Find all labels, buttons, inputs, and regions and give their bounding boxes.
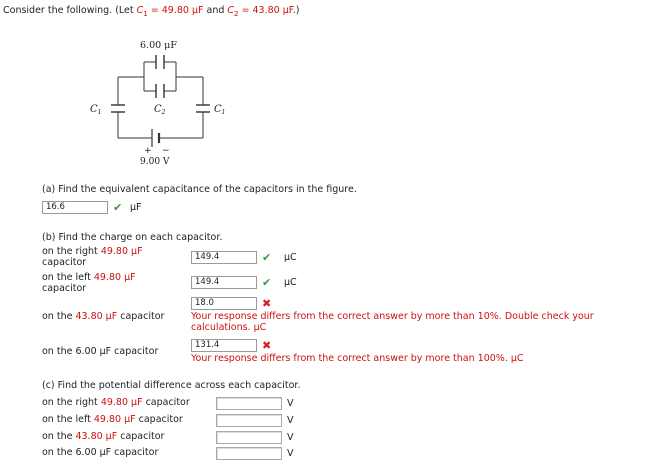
c1-symbol: $C_1$: [136, 5, 148, 18]
check-icon: ✔: [262, 276, 272, 289]
part-c-row-4-unit: V: [287, 448, 294, 459]
part-c-left-49-input[interactable]: [216, 414, 282, 427]
battery: [152, 129, 159, 147]
capacitor-c2: [156, 84, 164, 98]
part-b-right-49-input[interactable]: 149.4: [191, 251, 257, 264]
battery-minus: −: [162, 146, 170, 156]
part-b-row-4-feedback: Your response differs from the correct answer by more than 100%. μC: [191, 353, 524, 364]
part-c-row-1-label: on the right 49.80 μF capacitor: [42, 397, 190, 408]
part-a-unit: μF: [130, 202, 142, 213]
part-b-left-49-input[interactable]: 149.4: [191, 276, 257, 289]
check-icon: ✔: [113, 201, 123, 214]
c2-symbol: $C_2$: [227, 5, 239, 18]
mid-cap-label: $C_2$: [154, 104, 166, 116]
cross-icon: ✖: [262, 339, 272, 352]
part-c-row-2-label: on the left 49.80 μF capacitor: [42, 414, 183, 425]
part-b-row-1-unit: μC: [284, 252, 297, 263]
right-cap-label: $C_1$: [214, 104, 226, 116]
part-c-row-2-unit: V: [287, 415, 294, 426]
part-c-row-4-label: on the 6.00 μF capacitor: [42, 447, 159, 458]
part-b-row-2-label: on the left 49.80 μF capacitor: [42, 272, 136, 294]
part-c-right-49-input[interactable]: [216, 397, 282, 410]
part-b-row-3-feedback: Your response differs from the correct answer by more than 10%. Double check your calculations. μC: [191, 311, 594, 333]
capacitor-c1-left: [111, 105, 125, 112]
capacitor-6uf: [156, 55, 164, 69]
part-a-answer-input[interactable]: 16.6: [42, 201, 108, 214]
part-c-question: (c) Find the potential difference across each capacitor.: [42, 380, 301, 391]
part-c-row-3-unit: V: [287, 432, 294, 443]
part-b-row-1-label: on the right 49.80 μF capacitor: [42, 246, 143, 268]
battery-label: 9.00 V: [140, 157, 170, 167]
part-b-row-2-unit: μC: [284, 277, 297, 288]
cross-icon: ✖: [262, 297, 272, 310]
part-c-row-1-unit: V: [287, 398, 294, 409]
left-cap-label: $C_1$: [90, 104, 102, 116]
check-icon: ✔: [262, 251, 272, 264]
top-cap-label: 6.00 μF: [140, 40, 177, 51]
part-b-row-3-label: on the 43.80 μF capacitor: [42, 311, 165, 322]
battery-plus: +: [144, 146, 152, 156]
capacitor-c1-right: [196, 105, 210, 112]
part-b-row-4-label: on the 6.00 μF capacitor: [42, 346, 159, 357]
part-b-6uf-input[interactable]: 131.4: [191, 339, 257, 352]
circuit-diagram: [60, 32, 320, 182]
part-b-43-input[interactable]: 18.0: [191, 297, 257, 310]
part-c-6uf-input[interactable]: [216, 447, 282, 460]
part-c-row-3-label: on the 43.80 μF capacitor: [42, 431, 165, 442]
part-b-question: (b) Find the charge on each capacitor.: [42, 232, 223, 243]
problem-statement: Consider the following. (Let $C_1 = 49.80$ μF and $C_2 = 43.80$ μF.): [3, 5, 300, 18]
part-a-question: (a) Find the equivalent capacitance of the capacitors in the figure.: [42, 184, 357, 195]
part-c-43-input[interactable]: [216, 431, 282, 444]
